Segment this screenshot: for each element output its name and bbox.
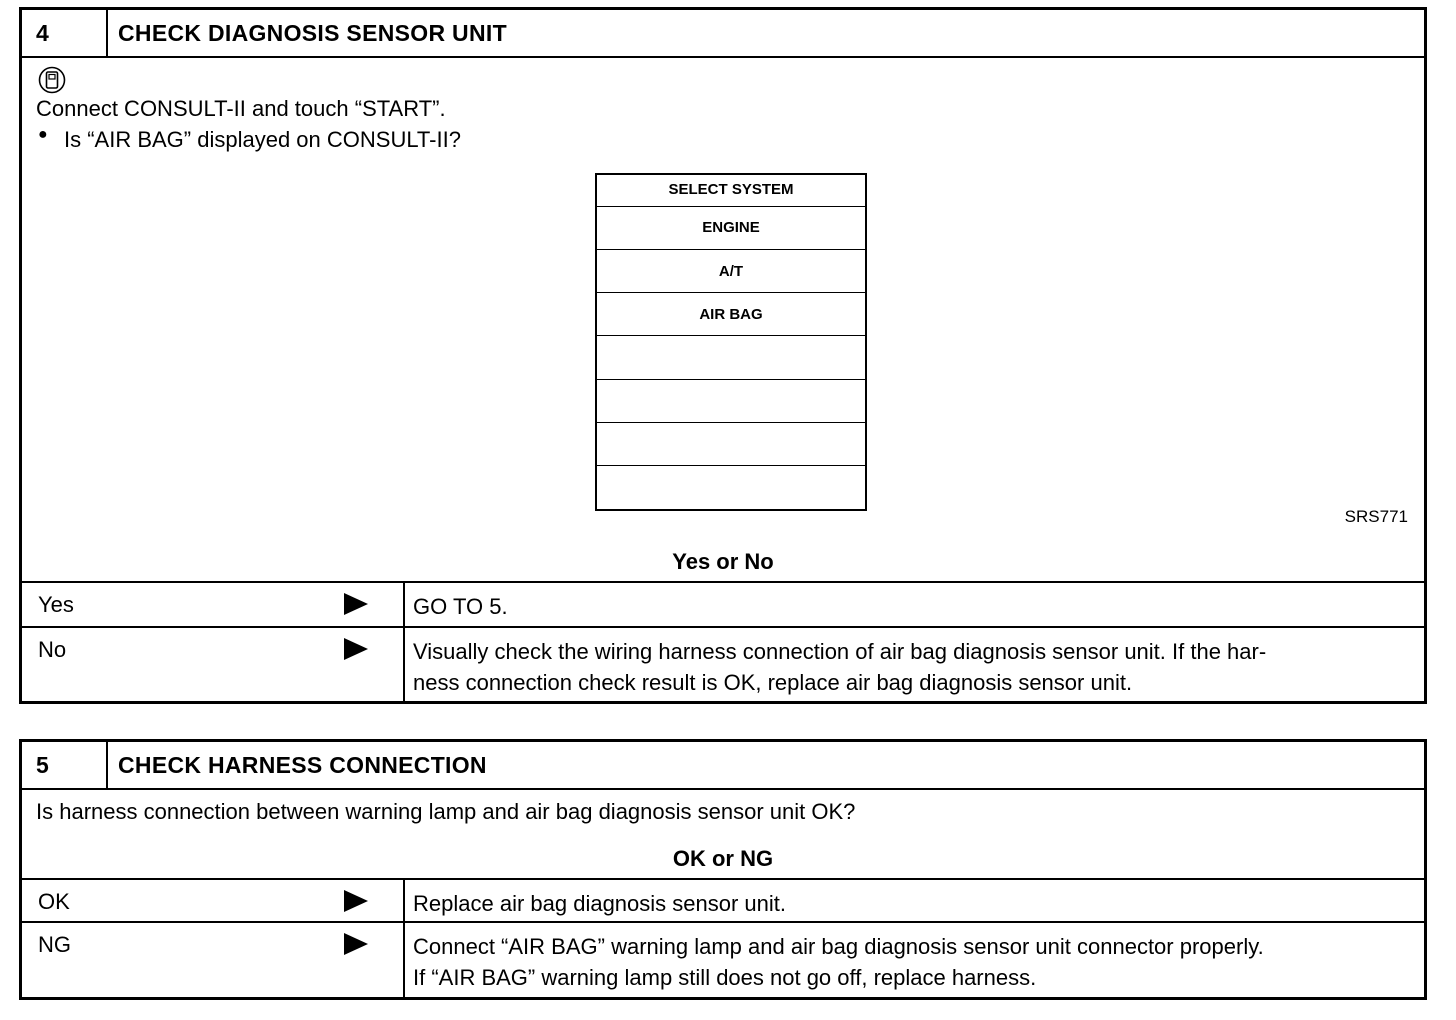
outcome-result: GO TO 5. bbox=[413, 594, 508, 619]
screen-header: SELECT SYSTEM bbox=[668, 181, 794, 198]
consult-select-system-screen bbox=[595, 173, 867, 511]
bullet-icon: ● bbox=[38, 126, 48, 143]
decision-label: Yes or No bbox=[672, 549, 774, 574]
outcome-label: OK bbox=[38, 889, 70, 914]
question-text: Is harness connection between warning lamp and air bag diagnosis sensor unit OK? bbox=[36, 799, 856, 824]
instruction-text: Connect CONSULT-II and touch “START”. bbox=[36, 96, 446, 121]
outcome-result: Replace air bag diagnosis sensor unit. bbox=[413, 891, 787, 916]
step-header bbox=[22, 10, 1424, 58]
step-title: CHECK DIAGNOSIS SENSOR UNIT bbox=[118, 19, 507, 46]
outcome-row-no bbox=[22, 626, 1424, 701]
arrow-right-icon bbox=[344, 593, 368, 615]
figure-label: SRS771 bbox=[1344, 507, 1408, 526]
arrow-right-icon bbox=[344, 933, 368, 955]
outcome-result: Visually check the wiring harness connection of air bag diagnosis sensor unit. If the har- ness connection check result is OK, replace air bag diagnosis sensor unit. bbox=[413, 639, 1267, 695]
screen-item-at: A/T bbox=[718, 263, 744, 280]
question-text: Is “AIR BAG” displayed on CONSULT-II? bbox=[64, 127, 461, 152]
outcome-row-yes bbox=[22, 581, 1424, 628]
consult-tester-icon bbox=[38, 66, 66, 94]
screen-item-airbag: AIR BAG bbox=[699, 306, 763, 323]
screen-item-engine: ENGINE bbox=[702, 219, 760, 236]
outcome-row-ng bbox=[22, 921, 1424, 997]
arrow-right-icon bbox=[344, 638, 368, 660]
outcome-row-ok bbox=[22, 878, 1424, 923]
step-number: 5 bbox=[22, 742, 108, 788]
step-header bbox=[22, 742, 1424, 790]
step-title: CHECK HARNESS CONNECTION bbox=[118, 751, 487, 778]
outcome-result: Connect “AIR BAG” warning lamp and air bag diagnosis sensor unit connector properly. If “AIR BAG” warning lamp still does not go off, replace harness. bbox=[413, 934, 1264, 990]
step-5-table bbox=[19, 739, 1427, 1000]
step-number: 4 bbox=[22, 10, 108, 56]
outcome-label: NG bbox=[38, 932, 71, 957]
arrow-right-icon bbox=[344, 890, 368, 912]
outcome-label: Yes bbox=[38, 592, 74, 617]
step-4-table bbox=[19, 7, 1427, 704]
decision-label: OK or NG bbox=[672, 846, 774, 871]
outcome-label: No bbox=[38, 637, 67, 662]
